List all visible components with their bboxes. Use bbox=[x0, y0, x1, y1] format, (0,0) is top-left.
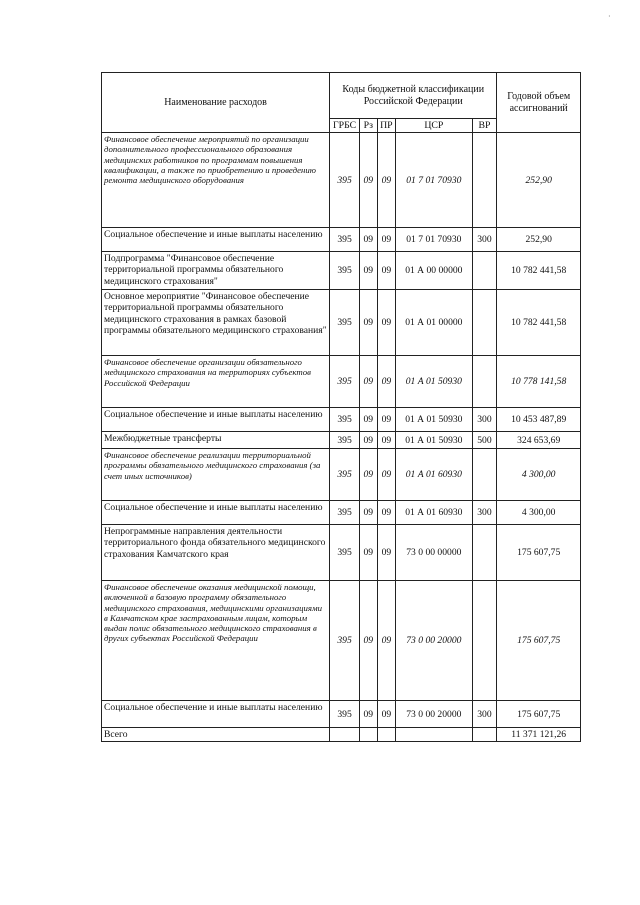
codes-column-header: Коды бюджетной классификации Российской Федерации bbox=[330, 73, 497, 119]
grbs-cell: 395 bbox=[330, 133, 360, 228]
grbs-cell: 395 bbox=[330, 356, 360, 408]
total-amount: 11 371 121,26 bbox=[497, 728, 581, 742]
table-row bbox=[102, 501, 581, 525]
pr-cell: 09 bbox=[377, 356, 396, 408]
rz-cell: 09 bbox=[360, 228, 378, 252]
csr-cell: 01 А 01 60930 bbox=[396, 449, 472, 501]
vr-cell: 300 bbox=[472, 228, 497, 252]
amount-cell: 10 782 441,58 bbox=[497, 290, 581, 356]
rz-cell: 09 bbox=[360, 501, 378, 525]
vr-cell: 300 bbox=[472, 408, 497, 432]
vr-cell: 500 bbox=[472, 432, 497, 449]
expense-name: Социальное обеспечение и иные выплаты населению bbox=[102, 701, 330, 728]
vr-cell bbox=[472, 449, 497, 501]
expense-name: Финансовое обеспечение оказания медицинской помощи, включенной в базовую программу обязательного медицинского страхования, медицинскими организациями в Камчатском крае застрахованным лицам, которым выдан полис обязательного медицинского страхования в других субъектах Российской Федерации bbox=[102, 581, 330, 701]
table-row bbox=[102, 408, 581, 432]
expense-name: Непрограммные направления деятельности территориального фонда обязательного медицинского страхования Камчатского края bbox=[102, 525, 330, 581]
grbs-cell: 395 bbox=[330, 449, 360, 501]
rz-cell: 09 bbox=[360, 290, 378, 356]
table-row bbox=[102, 290, 581, 356]
table-row bbox=[102, 581, 581, 701]
expense-name: Финансовое обеспечение организации обязательного медицинского страхования на территориях субъектов Российской Федерации bbox=[102, 356, 330, 408]
grbs-cell: 395 bbox=[330, 432, 360, 449]
pr-cell: 09 bbox=[377, 133, 396, 228]
vr-cell: 300 bbox=[472, 501, 497, 525]
pr-cell: 09 bbox=[377, 581, 396, 701]
table-row bbox=[102, 701, 581, 728]
grbs-cell: 395 bbox=[330, 408, 360, 432]
amount-cell: 252,90 bbox=[497, 228, 581, 252]
pr-cell: 09 bbox=[377, 449, 396, 501]
expense-name: Социальное обеспечение и иные выплаты населению bbox=[102, 501, 330, 525]
csr-cell: 01 А 01 50930 bbox=[396, 408, 472, 432]
total-label: Всего bbox=[102, 728, 330, 742]
grbs-cell: 395 bbox=[330, 228, 360, 252]
rz-cell: 09 bbox=[360, 252, 378, 290]
expense-name: Основное мероприятие "Финансовое обеспечение территориальной программы обязательного медицинского страхования в рамках базовой программы обязательного медицинского страхования" bbox=[102, 290, 330, 356]
grbs-header: ГРБС bbox=[330, 119, 360, 133]
table-row bbox=[102, 252, 581, 290]
rz-header: Рз bbox=[360, 119, 378, 133]
rz-cell: 09 bbox=[360, 408, 378, 432]
rz-cell: 09 bbox=[360, 449, 378, 501]
vr-cell bbox=[472, 356, 497, 408]
header-row bbox=[102, 73, 581, 119]
table-row bbox=[102, 133, 581, 228]
amount-cell: 4 300,00 bbox=[497, 449, 581, 501]
budget-table bbox=[101, 72, 581, 742]
csr-cell: 73 0 00 20000 bbox=[396, 581, 472, 701]
table-row bbox=[102, 228, 581, 252]
pr-cell: 09 bbox=[377, 432, 396, 449]
amount-column-header: Годовой объем ассигнований bbox=[497, 73, 581, 133]
vr-cell bbox=[472, 133, 497, 228]
pr-cell: 09 bbox=[377, 228, 396, 252]
csr-cell: 01 А 01 00000 bbox=[396, 290, 472, 356]
table-row bbox=[102, 525, 581, 581]
rz-cell: 09 bbox=[360, 133, 378, 228]
scan-mark: · bbox=[608, 12, 611, 21]
pr-cell: 09 bbox=[377, 525, 396, 581]
table-body bbox=[102, 133, 581, 728]
amount-cell: 175 607,75 bbox=[497, 525, 581, 581]
csr-cell: 73 0 00 00000 bbox=[396, 525, 472, 581]
vr-header: ВР bbox=[472, 119, 497, 133]
grbs-cell: 395 bbox=[330, 290, 360, 356]
csr-cell: 73 0 00 20000 bbox=[396, 701, 472, 728]
expense-name: Социальное обеспечение и иные выплаты населению bbox=[102, 408, 330, 432]
csr-cell: 01 А 01 50930 bbox=[396, 432, 472, 449]
pr-cell: 09 bbox=[377, 501, 396, 525]
pr-header: ПР bbox=[377, 119, 396, 133]
vr-cell bbox=[472, 525, 497, 581]
pr-cell: 09 bbox=[377, 290, 396, 356]
csr-cell: 01 А 01 60930 bbox=[396, 501, 472, 525]
total-row bbox=[102, 728, 581, 742]
expense-name: Финансовое обеспечение мероприятий по организации дополнительного профессионального образования медицинских работников по программам повышения квалификации, а также по приобретению и проведению ремонта медицинского оборудования bbox=[102, 133, 330, 228]
table-row bbox=[102, 449, 581, 501]
amount-cell: 175 607,75 bbox=[497, 581, 581, 701]
amount-cell: 4 300,00 bbox=[497, 501, 581, 525]
expense-name: Социальное обеспечение и иные выплаты населению bbox=[102, 228, 330, 252]
expense-name: Межбюджетные трансферты bbox=[102, 432, 330, 449]
vr-cell bbox=[472, 252, 497, 290]
amount-cell: 175 607,75 bbox=[497, 701, 581, 728]
amount-cell: 10 453 487,89 bbox=[497, 408, 581, 432]
rz-cell: 09 bbox=[360, 701, 378, 728]
vr-cell bbox=[472, 290, 497, 356]
rz-cell: 09 bbox=[360, 432, 378, 449]
pr-cell: 09 bbox=[377, 252, 396, 290]
csr-cell: 01 7 01 70930 bbox=[396, 228, 472, 252]
grbs-cell: 395 bbox=[330, 701, 360, 728]
vr-cell: 300 bbox=[472, 701, 497, 728]
rz-cell: 09 bbox=[360, 581, 378, 701]
pr-cell: 09 bbox=[377, 408, 396, 432]
rz-cell: 09 bbox=[360, 525, 378, 581]
grbs-cell: 395 bbox=[330, 501, 360, 525]
grbs-cell: 395 bbox=[330, 581, 360, 701]
amount-cell: 10 782 441,58 bbox=[497, 252, 581, 290]
table-row bbox=[102, 432, 581, 449]
amount-cell: 324 653,69 bbox=[497, 432, 581, 449]
name-column-header: Наименование расходов bbox=[102, 73, 330, 133]
expense-name: Подпрограмма "Финансовое обеспечение территориальной программы обязательного медицинского страхования" bbox=[102, 252, 330, 290]
vr-cell bbox=[472, 581, 497, 701]
amount-cell: 252,90 bbox=[497, 133, 581, 228]
rz-cell: 09 bbox=[360, 356, 378, 408]
csr-cell: 01 А 01 50930 bbox=[396, 356, 472, 408]
amount-cell: 10 778 141,58 bbox=[497, 356, 581, 408]
csr-header: ЦСР bbox=[396, 119, 472, 133]
grbs-cell: 395 bbox=[330, 525, 360, 581]
table-row bbox=[102, 356, 581, 408]
csr-cell: 01 А 00 00000 bbox=[396, 252, 472, 290]
grbs-cell: 395 bbox=[330, 252, 360, 290]
csr-cell: 01 7 01 70930 bbox=[396, 133, 472, 228]
pr-cell: 09 bbox=[377, 701, 396, 728]
expense-name: Финансовое обеспечение реализации территориальной программы обязательного медицинского страхования (за счет иных источников) bbox=[102, 449, 330, 501]
